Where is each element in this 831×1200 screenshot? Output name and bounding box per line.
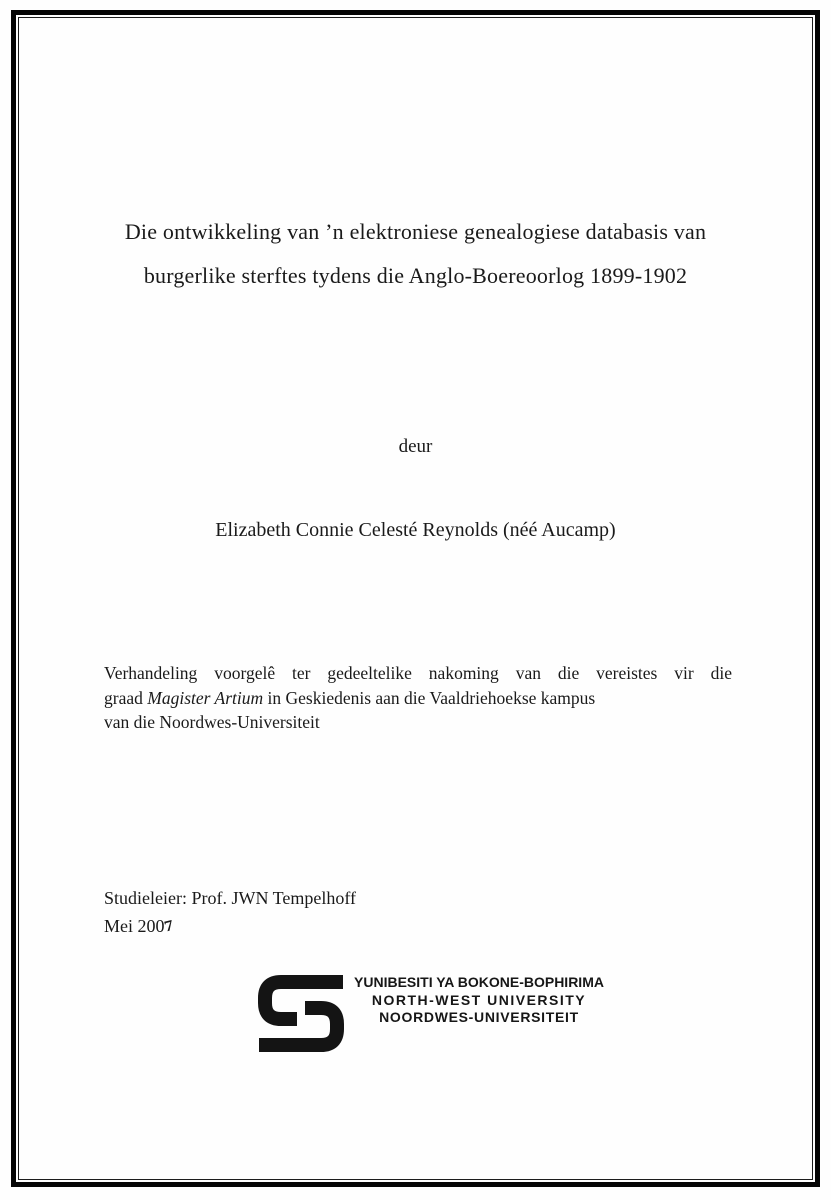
thesis-title-line2: burgerlike sterftes tydens die Anglo-Boereoorlog 1899-1902 — [143, 263, 688, 288]
date-digit: 7 — [161, 916, 175, 936]
nwu-interlocked-links-icon — [257, 973, 345, 1055]
supervisor-line: Studieleier: Prof. JWN Tempelhoff — [104, 888, 357, 908]
logo-line-english: NORTH-WEST UNIVERSITY — [371, 991, 587, 1008]
thesis-title-line1: Die ontwikkeling van ’n elektroniese genealogiese databasis van — [124, 219, 707, 244]
logo-line-afrikaans: NOORDWES-UNIVERSITEIT — [379, 1009, 579, 1025]
logo-line-setswana: YUNIBESITI YA BOKONE-BOPHIRIMA — [354, 974, 604, 990]
date-prefix: Mei 200 — [104, 916, 165, 936]
author-name: Elizabeth Connie Celesté Reynolds (néé Aucamp) — [215, 519, 616, 541]
submission-line1: Verhandeling voorgelê ter gedeeltelike nakoming van die vereistes vir die — [104, 663, 732, 683]
submission-line2-post: in Geskiedenis aan die Vaaldriehoekse kampus — [263, 687, 596, 708]
submission-statement — [104, 661, 732, 735]
university-logo-wordmark — [349, 974, 609, 1027]
university-logo — [257, 971, 609, 1055]
degree-name: Magister Artium — [147, 687, 264, 708]
date-line — [104, 912, 356, 940]
byline-label: deur — [398, 436, 433, 457]
submission-line3: van die Noordwes-Universiteit — [104, 712, 320, 732]
thesis-title — [48, 210, 783, 298]
supervisor-block — [104, 884, 356, 940]
submission-line2-pre: graad — [104, 687, 148, 708]
submission-line2 — [104, 686, 732, 711]
